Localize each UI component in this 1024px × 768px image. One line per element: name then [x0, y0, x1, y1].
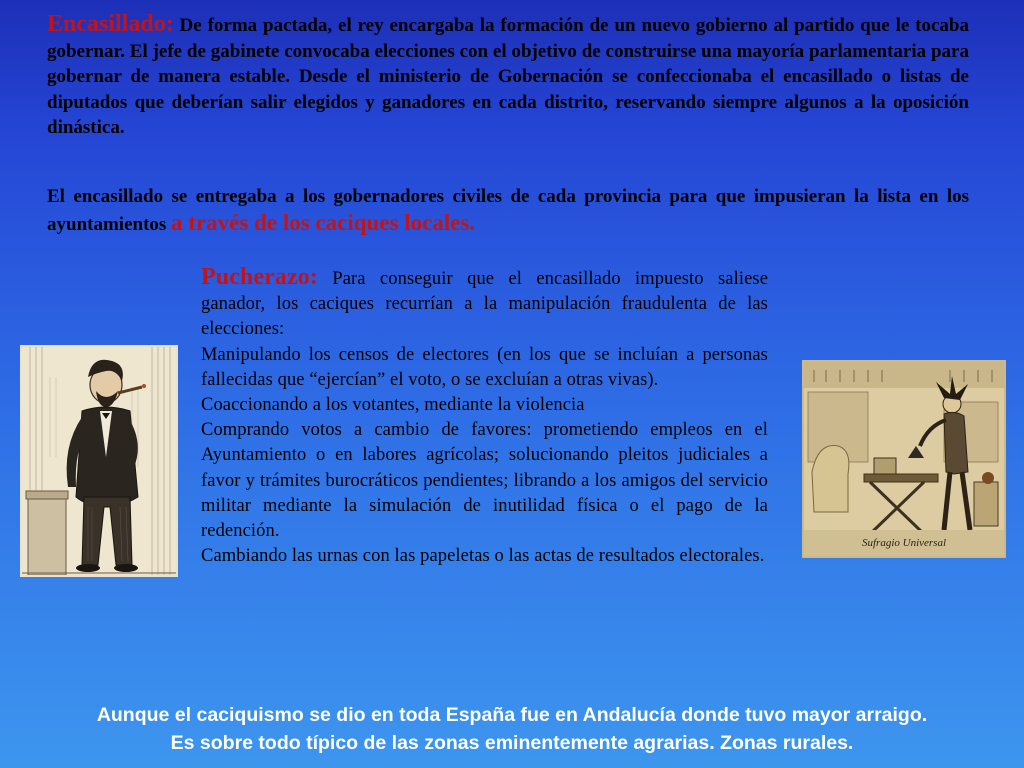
encasillado-paragraph	[47, 12, 969, 141]
footer-line-1: Aunque el caciquismo se dio en toda España fue en Andalucía donde tuvo mayor arraigo.	[96, 704, 928, 726]
pucherazo-block	[201, 265, 768, 569]
cacique-caricature-drawing	[22, 347, 176, 575]
pucherazo-term: Pucherazo:	[201, 264, 318, 290]
sufragio-cartoon-drawing	[804, 362, 1004, 556]
list-item: Comprando votos a cambio de favores: prometiendo empleos en el Ayuntamiento o en labores agrícolas; solucionando pleitos judiciales a favor y trámites burocráticos pendientes; librando a los amigos del servicio militar mediante la simulación de inutilidad física o el pago de la redención.	[201, 420, 768, 542]
encasillado-delivery-paragraph	[47, 184, 969, 238]
list-item: Coaccionando a los votantes, mediante la violencia	[201, 395, 585, 416]
caciques-emphasis: a través de los caciques locales.	[171, 210, 476, 235]
list-item: Cambiando las urnas con las papeletas o las actas de resultados electorales.	[201, 546, 765, 567]
footer-line-2: Es sobre todo típico de las zonas eminentemente agrarias. Zonas rurales.	[170, 732, 854, 754]
pucherazo-intro: Para conseguir que el encasillado impuesto saliese ganador, los caciques recurrían a la manipulación fraudulenta de las elecciones:	[201, 269, 768, 340]
pucherazo-paragraph	[201, 265, 768, 343]
cacique-caricature-image	[20, 345, 178, 577]
list-item: Manipulando los censos de electores (en los que se incluían a personas fallecidas que “ejercían” el voto, o se excluían a otras vivas).	[201, 344, 768, 390]
cartoon-caption: Sufragio Universal	[804, 530, 1004, 556]
sufragio-universal-cartoon-image	[802, 360, 1006, 558]
delivery-text: El encasillado se entregaba a los gobernadores civiles de cada provincia para que impusieran la lista en los ayuntamientos	[47, 186, 969, 235]
footer-text	[0, 701, 1024, 757]
encasillado-text: De forma pactada, el rey encargaba la formación de un nuevo gobierno al partido que le tocaba gobernar. El jefe de gabinete convocaba elecciones con el objetivo de construirse una mayoría parlamentaria para gobernar de manera estable. Desde el ministerio de Gobernación se confeccionaba el encasillado o listas de diputados que deberían salir elegidos y ganadores en cada distrito, reservando siempre algunos a la oposición dinástica.	[47, 15, 969, 138]
encasillado-term: Encasillado:	[47, 11, 174, 37]
